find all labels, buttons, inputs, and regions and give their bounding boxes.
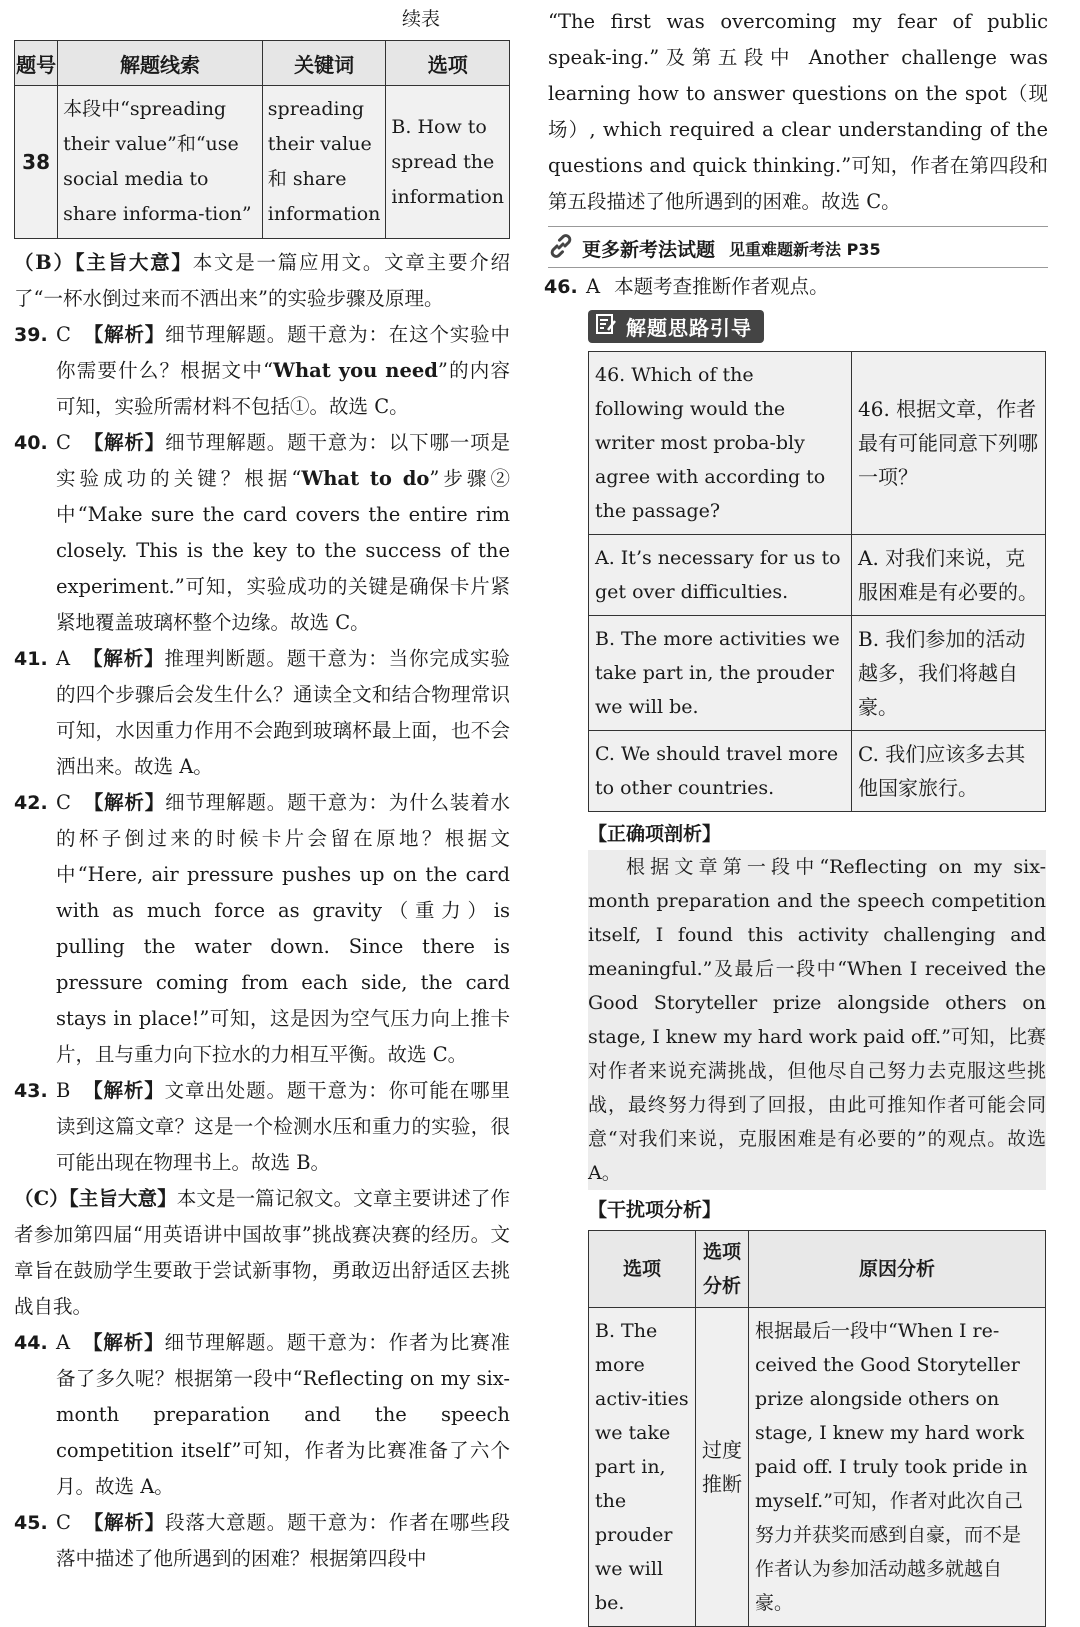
analysis-block xyxy=(588,818,1046,1226)
section-c-summary: （C）【主旨大意】本文是一篇记叙文。文章主要讲述了作者参加第四届“用英语讲中国故事”挑战赛决赛的经历。文章旨在鼓励学生要敢于尝试新事物，勇敢迈出舒适区去挑战自我。 xyxy=(14,1187,510,1318)
cell-zh: A. 对我们来说，克服困难是有必要的。 xyxy=(852,535,1046,616)
more-questions-ref: 见重难题新考法 P35 xyxy=(729,239,881,259)
cell-clue: 本段中“spreading their value”和“use social media to share informa-tion” xyxy=(58,86,263,239)
answer-39: 39. C 【解析】细节理解题。题干意为：在这个实验中你需要什么？根据文中“What you need”的内容可知，实验所需材料不包括①。故选 C。 xyxy=(14,323,510,418)
table-row xyxy=(589,535,1046,616)
guide-badge xyxy=(588,310,764,343)
header-type: 选项分析 xyxy=(696,1231,749,1308)
cell-en: B. The more activities we take part in, the prouder we will be. xyxy=(589,616,852,731)
cell-option: B. The more activ-ities we take part in, the prouder we will be. xyxy=(589,1308,696,1627)
answer-44: 44. A 【解析】细节理解题。题干意为：作者为比赛准备了多久呢？根据第一段中“Reflecting on my six-month preparation and the speech competition itself”可知，作者为比赛准备了六个月。故选 A。 xyxy=(14,1331,510,1498)
table-38 xyxy=(14,40,510,239)
table-row xyxy=(589,616,1046,731)
answer-41: 41. A 【解析】推理判断题。题干意为：当你完成实验的四个步骤后会发生什么？通读全文和结合物理常识可知，水因重力作用不会跑到玻璃杯最上面，也不会洒出来。故选 A。 xyxy=(14,647,510,778)
table-row xyxy=(589,352,1046,535)
table-46 xyxy=(588,351,1046,812)
header-keyword: 关键词 xyxy=(262,41,386,86)
distract-table xyxy=(588,1230,1046,1627)
answer-40: 40. C 【解析】细节理解题。题干意为：以下哪一项是实验成功的关键？根据“What to do”步骤②中“Make sure the card covers the entire rim closely. This is the key to the success of the experiment.”可知，实验成功的关键是确保卡片紧紧地覆盖玻璃杯整个边缘。故选 C。 xyxy=(14,431,510,634)
table-row xyxy=(589,731,1046,812)
answer-46-heading: 46. A 本题考查推断作者观点。 xyxy=(544,275,829,298)
more-questions-title: 更多新考法试题 xyxy=(582,238,716,261)
cell-en: C. We should travel more to other countries. xyxy=(589,731,852,812)
correct-text: 根据文章第一段中“Reflecting on my six-month preparation and the speech competition itself, I found this activity challenging and meaningful.”及最后一段中“When I received the Good Storyteller prize alongside others on stage, I knew my hard work paid off.”可知，比赛对作者来说充满挑战，但他尽自己努力去克服这些挑战，最终努力得到了回报，由此可推知作者可能会同意“对我们来说，克服困难是有必要的”的观点。故选 A。 xyxy=(588,850,1046,1190)
header-num: 题号 xyxy=(15,41,58,86)
cell-num: 38 xyxy=(15,86,58,239)
correct-title: 【正确项剖析】 xyxy=(588,823,722,845)
left-column xyxy=(14,0,510,1577)
continued-label: 续表 xyxy=(401,8,440,30)
header-option: 选项 xyxy=(589,1231,696,1308)
notepad-icon xyxy=(594,312,618,341)
answer-45: 45. C 【解析】段落大意题。题干意为：作者在哪些段落中描述了他所遇到的困难？根据第四段中 xyxy=(14,1511,510,1570)
answer-42: 42. C 【解析】细节理解题。题干意为：为什么装着水的杯子倒过来的时候卡片会留在原地？根据文中“Here, air pressure pushes up on the card with as much force as gravity（重力）is pulling the water down. Since there is pressure coming from each side, the card stays in place!”可知，这是因为空气压力向上推卡片，且与重力向下拉水的力相互平衡。故选 C。 xyxy=(14,791,510,1066)
header-option: 选项 xyxy=(386,41,510,86)
cell-zh: B. 我们参加的活动越多，我们将越自豪。 xyxy=(852,616,1046,731)
cell-zh: 46. 根据文章，作者最有可能同意下列哪一项？ xyxy=(852,352,1046,535)
header-clue: 解题线索 xyxy=(58,41,263,86)
cell-keyword: spreading their value 和 share information xyxy=(262,86,386,239)
link-icon xyxy=(548,233,574,263)
answer-45-continued: “The first was overcoming my fear of public speak-ing.”及第五段中 Another challenge was learning how to answer questions on the spot（现场）, which required a clear understanding of the questions and quick thinking.”可知，作者在第四段和第五段描述了他所遇到的困难。故选 C。 xyxy=(548,10,1048,213)
cell-zh: C. 我们应该多去其他国家旅行。 xyxy=(852,731,1046,812)
cell-en: 46. Which of the following would the writer most proba-bly agree with according to the passage? xyxy=(589,352,852,535)
cell-type: 过度推断 xyxy=(696,1308,749,1627)
answer-43: 43. B 【解析】文章出处题。题干意为：你可能在哪里读到这篇文章？这是一个检测水压和重力的实验，很可能出现在物理书上。故选 B。 xyxy=(14,1079,510,1174)
table-row xyxy=(589,1308,1046,1627)
more-questions-bar xyxy=(548,226,1048,268)
section-b-summary: （B）【主旨大意】本文是一篇应用文。文章主要介绍了“一杯水倒过来而不洒出来”的实验步骤及原理。 xyxy=(14,251,510,310)
cell-option: B. How to spread the information xyxy=(386,86,510,239)
right-column xyxy=(544,0,1048,1627)
header-reason: 原因分析 xyxy=(749,1231,1046,1308)
cell-en: A. It’s necessary for us to get over difficulties. xyxy=(589,535,852,616)
distract-title: 【干扰项分析】 xyxy=(588,1199,722,1221)
guide-title: 解题思路引导 xyxy=(626,316,752,340)
cell-reason: 根据最后一段中“When I re-ceived the Good Storyteller prize alongside others on stage, I knew my hard work paid off. I truly took pride in myself.”可知，作者对此次自己努力并获奖而感到自豪，而不是作者认为参加活动越多就越自豪。 xyxy=(749,1308,1046,1627)
